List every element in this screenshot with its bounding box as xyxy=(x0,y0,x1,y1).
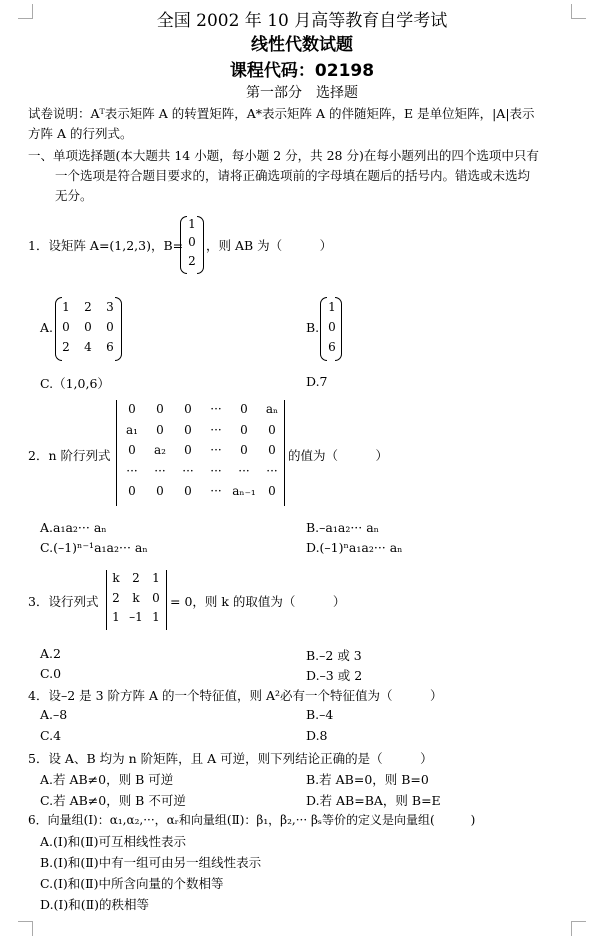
matrix-entry: 1 xyxy=(62,300,70,314)
course-code: 课程代码：02198 xyxy=(229,61,375,81)
determinant-entry: aₙ xyxy=(265,402,279,416)
determinant-entry: ··· xyxy=(266,463,278,478)
q4-option-a: A.–8 xyxy=(40,707,68,722)
q3-option-c: C.0 xyxy=(40,666,62,681)
section-line-3: 无分。 xyxy=(55,188,93,203)
q1-option-d: D.7 xyxy=(306,374,328,389)
crop-mark xyxy=(18,921,33,936)
determinant-entry: 0 xyxy=(268,422,276,437)
matrix-entry: 0 xyxy=(84,320,92,334)
determinant-entry: 0 xyxy=(268,484,276,498)
determinant-entry: 1 xyxy=(152,571,160,585)
section-line-1: 一、单项选择题(本大题共 14 小题，每小题 2 分，共 28 分)在每小题列出的四个选项中只有 xyxy=(28,148,539,163)
q5-option-b: B.若 AB=0，则 B=0 xyxy=(306,772,429,787)
q5-option-a: A.若 AB≠0，则 B 可逆 xyxy=(40,772,174,787)
matrix-entry: 1 xyxy=(328,300,336,314)
q2-option-d: D.(–1)ⁿa₁a₂··· aₙ xyxy=(306,540,403,555)
determinant-entry: ··· xyxy=(210,484,222,498)
determinant-entry: 0 xyxy=(156,422,164,437)
matrix-entry: 0 xyxy=(62,320,70,334)
determinant-entry: 1 xyxy=(112,610,120,624)
exam-title: 全国 2002 年 10 月高等教育自学考试 xyxy=(156,11,448,31)
determinant-entry: –1 xyxy=(129,610,143,624)
q5-option-d: D.若 AB=BA，则 B=E xyxy=(306,793,441,808)
q2-option-a: A.a₁a₂··· aₙ xyxy=(40,520,107,535)
determinant-entry: k xyxy=(112,571,120,585)
determinant-entry: ··· xyxy=(210,402,222,416)
determinant-entry: a₂ xyxy=(154,443,166,457)
section-line-2: 一个选项是符合题目要求的，请将正确选项前的字母填在题后的括号内。错选或未选均 xyxy=(55,168,531,183)
determinant-entry: ··· xyxy=(238,463,250,478)
q1-bracket-right xyxy=(197,216,204,274)
determinant-entry: k xyxy=(132,590,140,605)
determinant-entry: ··· xyxy=(210,422,222,437)
q3-stem-b: = 0，则 k 的取值为（ ） xyxy=(170,594,346,609)
determinant-entry: 0 xyxy=(156,402,164,416)
notes-line-2: 方阵 A 的行列式。 xyxy=(28,126,133,141)
q1-b-entry: 2 xyxy=(188,254,196,268)
determinant-entry: 0 xyxy=(240,443,248,457)
q2-stem-a: 2．n 阶行列式 xyxy=(28,448,111,463)
q5-option-c: C.若 AB≠0，则 B 不可逆 xyxy=(40,793,186,808)
determinant-entry: ··· xyxy=(210,463,222,478)
q1-stem-b: ，则 AB 为（ ） xyxy=(206,238,333,253)
q3-option-b: B.–2 或 3 xyxy=(306,648,362,663)
determinant-entry: 0 xyxy=(128,443,136,457)
q3-stem-a: 3．设行列式 xyxy=(28,594,99,609)
q6-option-b: B.(Ⅰ)和(Ⅱ)中有一组可由另一组线性表示 xyxy=(40,855,262,870)
q2-determinant xyxy=(118,402,286,506)
determinant-entry: a₁ xyxy=(126,422,138,437)
determinant-entry: ··· xyxy=(182,463,194,478)
determinant-entry: 0 xyxy=(184,443,192,457)
q3-option-d: D.–3 或 2 xyxy=(306,668,363,683)
determinant-entry: 0 xyxy=(240,402,248,416)
q1-b-entry: 1 xyxy=(188,217,196,231)
q1-a-bracket-right xyxy=(115,297,122,361)
notes-line-1: 试卷说明：Aᵀ表示矩阵 A 的转置矩阵，A*表示矩阵 A 的伴随矩阵，E 是单位矩阵，|A|表示 xyxy=(28,106,535,121)
q6-option-c: C.(Ⅰ)和(Ⅱ)中所含向量的个数相等 xyxy=(40,876,224,891)
q4-option-c: C.4 xyxy=(40,728,62,743)
matrix-entry: 4 xyxy=(84,340,92,354)
q2-det-bar-right xyxy=(284,400,285,506)
determinant-entry: 0 xyxy=(128,484,136,498)
determinant-entry: 0 xyxy=(268,443,276,457)
determinant-entry: 2 xyxy=(112,590,120,605)
matrix-entry: 3 xyxy=(106,300,114,314)
q2-det-bar-left xyxy=(116,400,117,506)
determinant-entry: ··· xyxy=(210,443,222,457)
q6-stem: 6．向量组(Ⅰ)：α₁,α₂,···，αᵣ和向量组(Ⅱ)：β₁，β₂,··· βₛ等价的定义是向量组( ) xyxy=(28,813,476,827)
q4-stem: 4．设–2 是 3 阶方阵 A 的一个特征值，则 A²必有一个特征值为（ ） xyxy=(28,688,443,703)
q6-option-a: A.(Ⅰ)和(Ⅱ)可互相线性表示 xyxy=(40,834,186,849)
q5-stem: 5．设 A、B 均为 n 阶矩阵，且 A 可逆，则下列结论正确的是（ ） xyxy=(28,751,433,766)
q3-option-a: A.2 xyxy=(40,646,61,661)
q6-option-d: D.(Ⅰ)和(Ⅱ)的秩相等 xyxy=(40,897,149,912)
determinant-entry: aₙ₋₁ xyxy=(232,484,256,498)
subject-title: 线性代数试题 xyxy=(251,35,353,55)
determinant-entry: 0 xyxy=(128,402,136,416)
q4-option-b: B.–4 xyxy=(306,707,334,722)
determinant-entry: 0 xyxy=(184,402,192,416)
q4-option-d: D.8 xyxy=(306,728,328,743)
q3-det-bar-right xyxy=(166,570,167,630)
q1-option-c: C.（1,0,6） xyxy=(40,376,110,391)
determinant-entry: 2 xyxy=(132,571,140,585)
q1-option-a-label: A. xyxy=(40,320,54,335)
matrix-entry: 0 xyxy=(106,320,114,334)
determinant-entry: 0 xyxy=(152,590,160,605)
determinant-entry: 0 xyxy=(240,422,248,437)
q1-option-a-matrix xyxy=(57,298,123,358)
determinant-entry: 1 xyxy=(152,610,160,624)
q2-option-c: C.(–1)ⁿ⁻¹a₁a₂··· aₙ xyxy=(40,540,148,555)
determinant-entry: 0 xyxy=(184,484,192,498)
q1-b-entry: 0 xyxy=(188,235,196,249)
determinant-entry: 0 xyxy=(184,422,192,437)
q2-stem-b: 的值为（ ） xyxy=(288,448,389,463)
matrix-entry: 6 xyxy=(328,340,336,354)
q3-determinant xyxy=(106,571,168,629)
q1-b-bracket-right xyxy=(335,297,342,361)
matrix-entry: 0 xyxy=(328,320,336,334)
q1-option-b-label: B. xyxy=(306,320,320,335)
determinant-entry: 0 xyxy=(156,484,164,498)
determinant-entry: ··· xyxy=(126,463,138,478)
determinant-entry: ··· xyxy=(154,463,166,478)
matrix-entry: 2 xyxy=(62,340,70,354)
matrix-entry: 6 xyxy=(106,340,114,354)
q2-option-b: B.–a₁a₂··· aₙ xyxy=(306,520,380,535)
q1-stem-a: 1．设矩阵 A=(1,2,3)，B= xyxy=(28,238,184,253)
crop-mark xyxy=(571,921,586,936)
part-title: 第一部分 选择题 xyxy=(246,85,358,101)
matrix-entry: 2 xyxy=(84,300,92,314)
